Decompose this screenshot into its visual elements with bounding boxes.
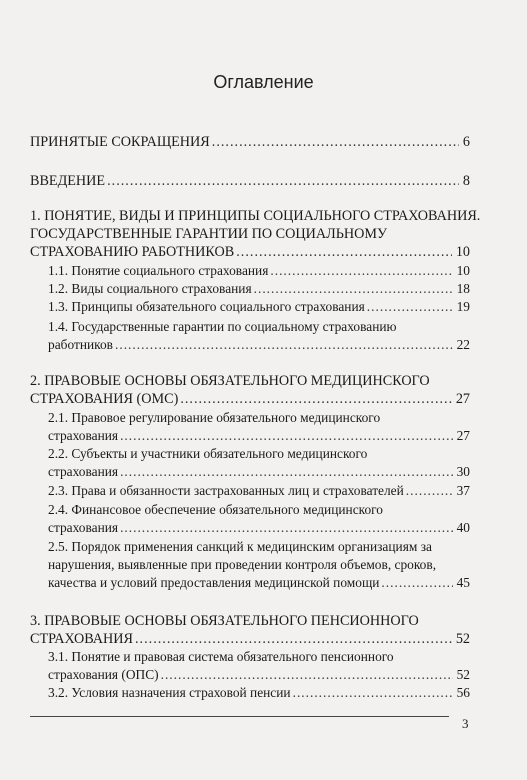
toc-page-number: 6	[462, 134, 470, 150]
toc-page-number: 10	[455, 244, 470, 260]
toc-leader-dots	[120, 463, 453, 481]
toc-page-number: 8	[462, 173, 470, 189]
toc-entry-line: нарушения, выявленные при проведении контроля объемов, сроков,	[48, 557, 437, 572]
toc-entry	[48, 519, 470, 537]
toc-entry	[48, 684, 470, 702]
toc-entry	[48, 574, 470, 592]
toc-entry-text: 1.3. Принципы обязательного социального страхования	[48, 299, 365, 314]
toc-entry-text: 1.1. Понятие социального страхования	[48, 263, 269, 278]
toc-entry-text: работников	[48, 337, 113, 352]
toc-page-number: 18	[456, 281, 470, 296]
toc-leader-dots	[120, 519, 453, 537]
toc-leader-dots	[367, 298, 453, 316]
toc-entry-line: 3.1. Понятие и правовая система обязательного пенсионного	[48, 649, 394, 664]
toc-entry	[48, 262, 470, 280]
toc-entry	[48, 298, 470, 316]
toc-leader-dots	[135, 630, 452, 648]
toc-entry	[48, 280, 470, 298]
toc-page-number: 22	[456, 337, 470, 352]
page-number: 3	[462, 716, 469, 731]
toc-entry	[30, 172, 470, 190]
toc-entry-text: ВВЕДЕНИЕ	[30, 173, 106, 189]
toc-leader-dots	[161, 666, 453, 684]
toc-page-number: 30	[456, 464, 470, 479]
toc-entry	[48, 666, 470, 684]
toc-page-number: 10	[456, 263, 470, 278]
toc-entry-line: 1. ПОНЯТИЕ, ВИДЫ И ПРИНЦИПЫ СОЦИАЛЬНОГО СТРАХОВАНИЯ.	[30, 208, 481, 224]
toc-leader-dots	[115, 336, 453, 354]
toc-entry-line: 2. ПРАВОВЫЕ ОСНОВЫ ОБЯЗАТЕЛЬНОГО МЕДИЦИНСКОГО	[30, 373, 430, 389]
toc-leader-dots	[270, 262, 452, 280]
toc-entry-text: страхования (ОПС)	[48, 667, 159, 682]
toc-entry	[48, 427, 470, 445]
toc-leader-dots	[107, 172, 459, 190]
toc-page-number: 40	[456, 520, 470, 535]
toc-entry-text: ПРИНЯТЫЕ СОКРАЩЕНИЯ	[30, 134, 210, 150]
toc-entry	[48, 463, 470, 481]
toc-page-number: 56	[456, 685, 470, 700]
toc-entry-text: качества и условий предоставления медицинской помощи	[48, 575, 380, 590]
toc-entry-line: 2.5. Порядок применения санкций к медицинским организациям за	[48, 539, 432, 554]
toc-entry-text: страхования	[48, 428, 119, 443]
toc-page-number: 27	[455, 391, 470, 407]
toc-entry-text: СТРАХОВАНИЯ (ОМС)	[30, 391, 179, 407]
toc-page-number: 37	[456, 483, 470, 498]
toc-entry	[30, 390, 470, 408]
toc-leader-dots	[293, 684, 453, 702]
toc-leader-dots	[212, 133, 459, 151]
toc-entry-text: СТРАХОВАНИЯ	[30, 631, 133, 647]
footer-rule	[30, 716, 449, 717]
toc-page-number: 52	[455, 631, 470, 647]
page-title: Оглавление	[213, 72, 314, 92]
toc-entry-line: 3. ПРАВОВЫЕ ОСНОВЫ ОБЯЗАТЕЛЬНОГО ПЕНСИОННОГО	[30, 613, 419, 629]
toc-entry	[30, 133, 470, 151]
toc-entry-text: страхования	[48, 520, 119, 535]
toc-leader-dots	[381, 574, 452, 592]
toc-entry-line: 1.4. Государственные гарантии по социальному страхованию	[48, 319, 397, 334]
toc-page-number: 19	[456, 299, 470, 314]
toc-leader-dots	[180, 390, 452, 408]
toc-entry-text: 2.3. Права и обязанности застрахованных лиц и страхователей	[48, 483, 404, 498]
toc-page-number: 27	[456, 428, 470, 443]
toc-entry-line: 2.4. Финансовое обеспечение обязательного медицинского	[48, 502, 384, 517]
toc-page-number: 52	[456, 667, 470, 682]
toc-page-number: 45	[456, 575, 470, 590]
toc-entry	[30, 243, 470, 261]
toc-leader-dots	[120, 427, 453, 445]
toc-entry-text: 1.2. Виды социального страхования	[48, 281, 252, 296]
toc-entry-line: 2.2. Субъекты и участники обязательного медицинского	[48, 446, 368, 461]
toc-leader-dots	[236, 243, 452, 261]
toc-entry	[48, 336, 470, 354]
toc-entry	[30, 630, 470, 648]
toc-entry-text: 3.2. Условия назначения страховой пенсии	[48, 685, 291, 700]
toc-leader-dots	[406, 482, 453, 500]
toc-entry-line: 2.1. Правовое регулирование обязательного медицинского	[48, 410, 381, 425]
toc-entry	[48, 482, 470, 500]
toc-leader-dots	[254, 280, 453, 298]
toc-entry-text: страхования	[48, 464, 119, 479]
toc-entry-line: ГОСУДАРСТВЕННЫЕ ГАРАНТИИ ПО СОЦИАЛЬНОМУ	[30, 226, 388, 242]
toc-entry-text: СТРАХОВАНИЮ РАБОТНИКОВ	[30, 244, 235, 260]
